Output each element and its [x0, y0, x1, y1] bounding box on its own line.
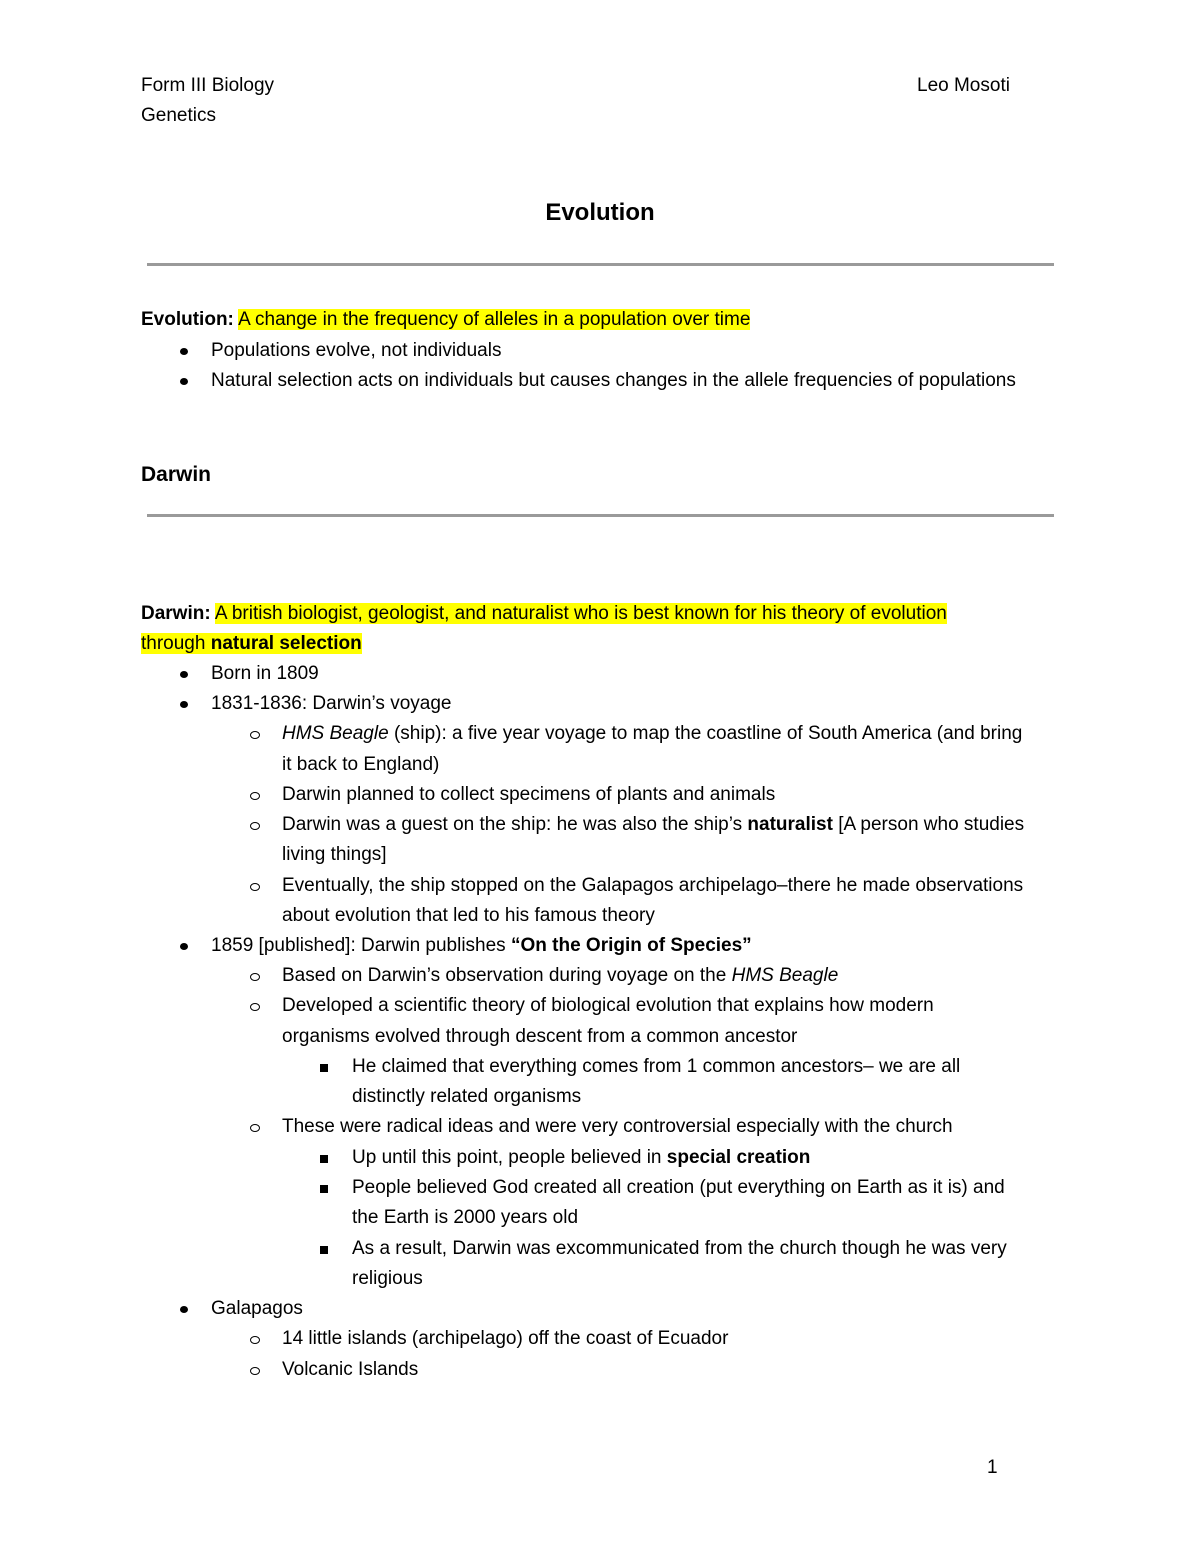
collect-specimens: Darwin planned to collect specimens of plants and animals [282, 784, 776, 805]
islands-line: 14 little islands (archipelago) off the coast of Ecuador [282, 1328, 729, 1349]
bullet-disc [177, 1294, 191, 1324]
darwin-definition-natural-selection: natural selection [210, 633, 362, 654]
bullet-circle [248, 1112, 262, 1142]
evolution-bullet: Populations evolve, not individuals [211, 340, 502, 361]
bullet-square [318, 1143, 332, 1173]
bullet-circle [248, 1355, 262, 1385]
bullet-square [318, 1173, 332, 1203]
result-line2: religious [352, 1268, 423, 1289]
header-topic: Genetics [141, 105, 216, 126]
bullet-circle [248, 810, 262, 840]
darwin-born: Born in 1809 [211, 663, 319, 684]
guest-line1 [282, 810, 1024, 840]
bullet-circle [248, 961, 262, 991]
page-number: 1 [987, 1457, 998, 1478]
darwin-definition-text: A british biologist, geologist, and naturalist who is best known for his theory of evolution [214, 603, 947, 624]
darwin-voyage: 1831-1836: Darwin’s voyage [211, 693, 452, 714]
based-pre: Based on Darwin’s observation during voyage on the [282, 965, 732, 986]
bullet-disc [177, 931, 191, 961]
bullet-square [318, 1234, 332, 1264]
claimed-line2: distinctly related organisms [352, 1086, 582, 1107]
beagle-italic: HMS Beagle [282, 723, 389, 744]
bullet-circle [248, 991, 262, 1021]
published-line [211, 931, 752, 961]
bullet-circle [248, 719, 262, 749]
special-creation: special creation [666, 1147, 811, 1168]
evolution-definition-text: A change in the frequency of alleles in a population over time [238, 309, 751, 330]
header-course: Form III Biology [141, 75, 275, 96]
bullet-circle [248, 871, 262, 901]
god-line1: People believed God created all creation (put everything on Earth as it is) and [352, 1177, 1005, 1198]
bullet-disc [177, 336, 191, 366]
god-line2: the Earth is 2000 years old [352, 1207, 579, 1228]
bullet-circle [248, 780, 262, 810]
darwin-divider [147, 514, 1054, 517]
bullet-disc [177, 689, 191, 719]
origin-of-species: “On the Origin of Species” [510, 935, 752, 956]
darwin-term: Darwin: [141, 603, 211, 624]
evolution-term: Evolution: [141, 309, 234, 330]
bullet-disc [177, 659, 191, 689]
claimed-line1: He claimed that everything comes from 1 common ancestors– we are all [352, 1056, 961, 1077]
published-pre: 1859 [published]: Darwin publishes [211, 935, 511, 956]
until-line [352, 1143, 810, 1173]
evolution-definition [141, 305, 750, 335]
developed-line1: Developed a scientific theory of biological evolution that explains how modern [282, 995, 934, 1016]
bullet-square [318, 1052, 332, 1082]
based-beagle: HMS Beagle [731, 965, 839, 986]
guest-naturalist: naturalist [747, 814, 833, 835]
galapagos-stop-line1: Eventually, the ship stopped on the Galapagos archipelago–there he made observations [282, 875, 1024, 896]
radical-ideas: These were radical ideas and were very controversial especially with the church [282, 1116, 953, 1137]
galapagos-stop-line2: about evolution that led to his famous theory [282, 905, 655, 926]
header-author: Leo Mosoti [917, 75, 1010, 96]
darwin-definition-through: through [141, 633, 211, 654]
volcanic-line: Volcanic Islands [282, 1359, 419, 1380]
darwin-definition-line2 [141, 629, 362, 659]
guest-pre: Darwin was a guest on the ship: he was also the ship’s [282, 814, 748, 835]
beagle-line1 [282, 719, 1022, 749]
bullet-disc [177, 366, 191, 396]
guest-post: [A person who studies [832, 814, 1025, 835]
developed-line2: organisms evolved through descent from a common ancestor [282, 1026, 798, 1047]
page-title: Evolution [545, 199, 655, 226]
evolution-bullet: Natural selection acts on individuals but causes changes in the allele frequencies of populations [211, 370, 1016, 391]
guest-line2: living things] [282, 844, 387, 865]
based-on-line [282, 961, 838, 991]
galapagos-item: Galapagos [211, 1298, 303, 1319]
beagle-rest: (ship): a five year voyage to map the coastline of South America (and bring [388, 723, 1023, 744]
title-divider [147, 263, 1054, 266]
darwin-heading: Darwin [141, 463, 212, 486]
bullet-circle [248, 1324, 262, 1354]
result-line1: As a result, Darwin was excommunicated from the church though he was very [352, 1238, 1007, 1259]
until-pre: Up until this point, people believed in [352, 1147, 667, 1168]
beagle-line2: it back to England) [282, 754, 440, 775]
darwin-definition-line1 [141, 599, 947, 629]
